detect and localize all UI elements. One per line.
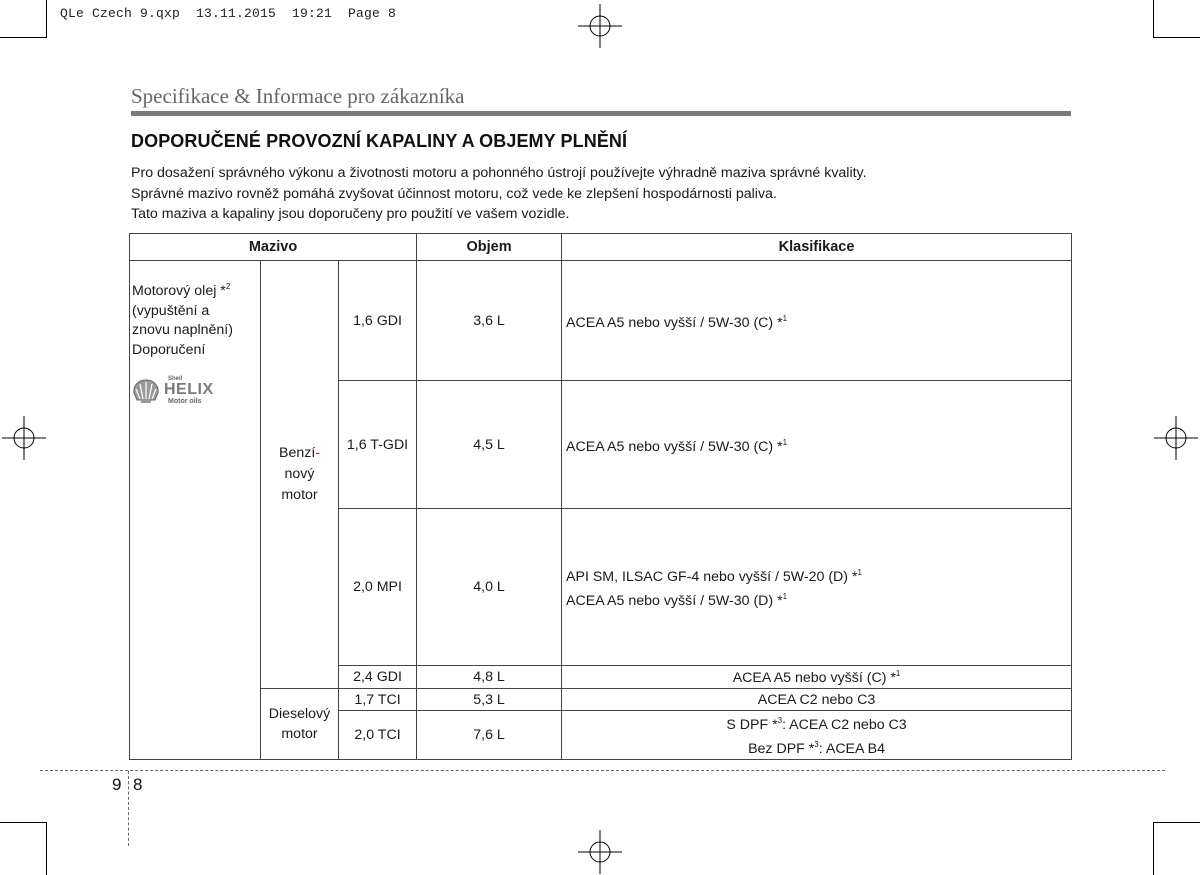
oil-line: Doporučení [132, 341, 206, 358]
logo-brand: Shell [168, 376, 183, 382]
classification-cell: ACEA A5 nebo vyšší / 5W-30 (C) *$^1$ [562, 381, 1072, 509]
engine-cell: 2,0 MPI [339, 509, 417, 666]
intro-text [131, 163, 867, 225]
engine-cell: 1,6 GDI [339, 261, 417, 381]
header-objem: Objem [417, 234, 562, 261]
page-number-chapter: 9 [112, 775, 122, 794]
engine-cell: 2,0 TCI [339, 711, 417, 760]
classification-cell: S DPF *$^3$: ACEA C2 nebo C3 Bez DPF *$^3$: ACEA B4 [562, 711, 1072, 760]
registration-mark-icon [2, 416, 46, 460]
engine-cell: 1,6 T-GDI [339, 381, 417, 509]
classification-cell: ACEA C2 nebo C3 [562, 689, 1072, 711]
registration-mark-icon [578, 4, 622, 48]
intro-line: Správné mazivo rovněž pomáhá zvyšovat účinnost motoru, což vede ke zlepšení hospodárnosti paliva. [131, 185, 777, 202]
footnote-ref: 2 [225, 282, 231, 291]
intro-line: Tato maziva a kapaliny jsou doporučeny pro použití ve vašem vozidle. [131, 206, 570, 222]
print-slug: QLe Czech 9.qxp 13.11.2015 19:21 Page 8 [60, 6, 397, 21]
volume-cell: 5,3 L [417, 689, 562, 711]
oil-line: (vypuštění a [132, 302, 210, 319]
volume-cell: 7,6 L [417, 711, 562, 760]
diesel-engine-cell: Dieselový motor [261, 689, 339, 760]
volume-cell: 3,6 L [417, 261, 562, 381]
classification-cell: ACEA A5 nebo vyšší (C) *$^1$ [562, 666, 1072, 689]
table-row [130, 689, 1072, 711]
page-number-divider [128, 771, 129, 846]
page-heading: DOPORUČENÉ PROVOZNÍ KAPALINY A OBJEMY PLNĚNÍ [131, 131, 628, 151]
intro-line: Pro dosažení správného výkonu a životnosti motoru a pohonného ústrojí používejte výhradně maziva správné kvality. [131, 165, 867, 181]
table-row [130, 261, 1072, 381]
logo-sub: Motor oils [168, 398, 202, 405]
volume-cell: 4,5 L [417, 381, 562, 509]
engine-cell: 1,7 TCI [339, 689, 417, 711]
engine-cell: 2,4 GDI [339, 666, 417, 689]
registration-mark-icon [1154, 416, 1198, 460]
section-title: Specifikace & Informace pro zákazníka [131, 84, 465, 108]
header-rule [131, 111, 1071, 116]
page-number-page: 8 [133, 775, 143, 794]
registration-mark-icon [578, 830, 622, 874]
footer-dashed-rule [40, 770, 1165, 771]
oil-line: Motorový olej * [132, 283, 226, 299]
logo-name: HELIX [164, 381, 214, 398]
shell-helix-logo [132, 376, 260, 405]
header-klasifikace: Klasifikace [562, 234, 1072, 261]
classification-cell: API SM, ILSAC GF-4 nebo vyšší / 5W-20 (D) *$^1$ ACEA A5 nebo vyšší / 5W-30 (D) *$^1$ [562, 509, 1072, 666]
volume-cell: 4,8 L [417, 666, 562, 689]
oil-type-cell [130, 261, 261, 760]
header-mazivo: Mazivo [130, 234, 417, 261]
petrol-engine-cell: Benzí- nový motor [261, 261, 339, 689]
oil-line: znovu naplnění) [132, 322, 233, 338]
volume-cell: 4,0 L [417, 509, 562, 666]
classification-cell: ACEA A5 nebo vyšší / 5W-30 (C) *$^1$ [562, 261, 1072, 381]
shell-logo-icon [132, 378, 160, 404]
lubricant-table [129, 233, 1072, 760]
